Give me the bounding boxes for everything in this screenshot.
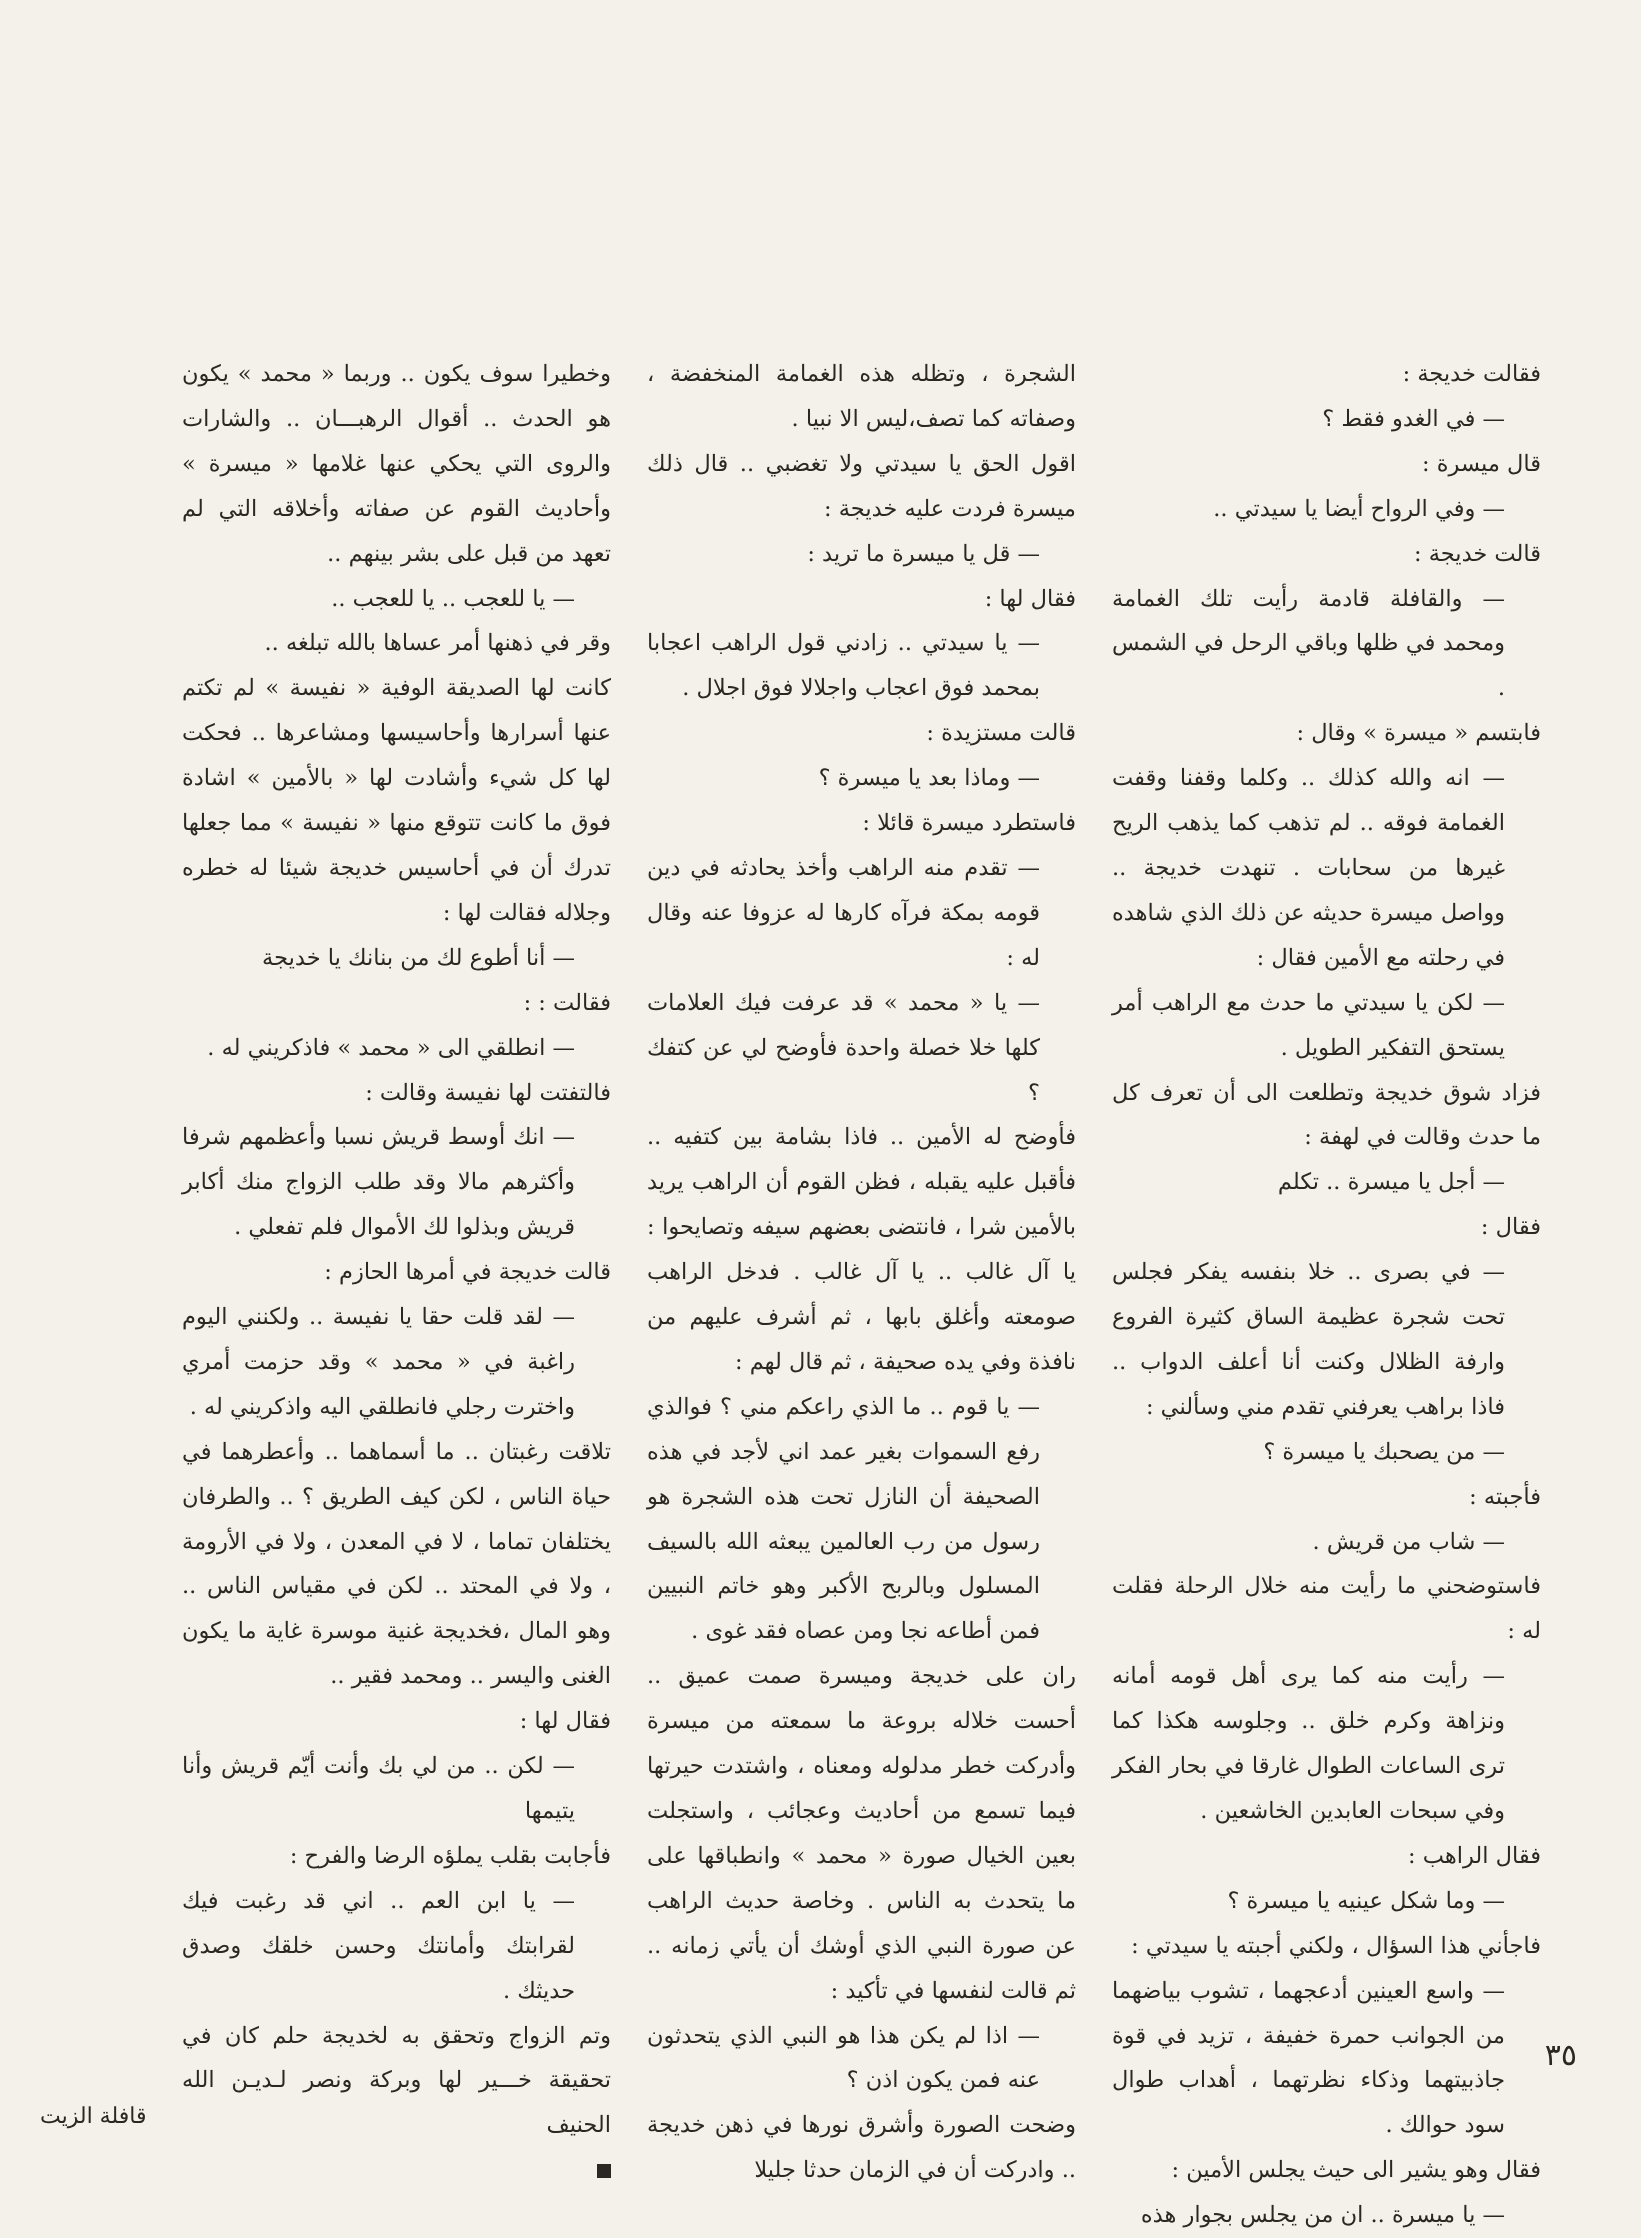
- paragraph: فاستوضحني ما رأيت منه خلال الرحلة فقلت له :: [1112, 1573, 1541, 1645]
- paragraph: فاستطرد ميسرة قائلا :: [862, 810, 1076, 837]
- paragraph: قالت خديجة في أمرها الحازم :: [324, 1259, 611, 1286]
- paragraph: — لكن .. من لي بك وأنت أيّم قريش وأنا يتيمها: [182, 1753, 575, 1824]
- paragraph: — في الغدو فقط ؟: [1322, 405, 1505, 432]
- paragraph: فقال وهو يشير الى حيث يجلس الأمين :: [1171, 2157, 1541, 2184]
- page-number: ٣٥: [1544, 2038, 1577, 2073]
- column-right: [1094, 352, 1559, 2229]
- paragraph: فقالت خديجة :: [1402, 361, 1541, 387]
- paragraph: — انه والله كذلك .. وكلما وقفنا وقفت الغمامة فوقه .. لم تذهب كما يذهب الريح غيرها من سحابات . تنهدت خديجة .. وواصل ميسرة حديثه عن ذلك الذي شاهده في رحلته مع الأمين فقال :: [1112, 765, 1505, 971]
- paragraph: — في بصرى .. خلا بنفسه يفكر فجلس تحت شجرة عظيمة الساق كثيرة الفروع وارفة الظلال وكنت أنا أعلف الدواب .. فاذا براهب يعرفني تقدم مني وسألني :: [1112, 1259, 1505, 1420]
- paragraph: — يا ابن العم .. اني قد رغبت فيك لقرابتك وأمانتك وحسن خلقك وصدق حديثك .: [182, 1887, 575, 2004]
- paragraph: تلاقت رغبتان .. ما أسماهما .. وأعطرهما في حياة الناس ، لكن كيف الطريق ؟ .. والطرفان يختلفان تماما ، لا في المعدن ، ولا في الأرومة ، ولا في المحتد .. لكن في مقياس الناس .. وهو المال ،فخديجة غنية موسرة غاية ما يكون الغنى واليسر .. ومحمد فقير ..: [182, 1438, 611, 1690]
- paragraph: قال ميسرة :: [1422, 450, 1541, 477]
- paragraph: كانت لها الصديقة الوفية « نفيسة » لم تكتم عنها أسرارها وأحاسيسها ومشاعرها .. فحكت لها كل شيء وأشادت لها « بالأمين » اشادة فوق ما كانت تتوقع منها « نفيسة » مما جعلها تدرك أن في أحاسيس خديجة شيئا له خطره وجلاله فقالت لها :: [182, 675, 611, 926]
- paragraph: ران على خديجة وميسرة صمت عميق .. أحست خلاله بروعة ما سمعته من ميسرة وأدركت خطر مدلوله ومعناه ، واشتدت حيرتها فيما تسمع من أحاديث وعجائب ، واستجلت بعين الخيال صورة « محمد » وانطباقها على ما يتحدث به الناس . وخاصة حديث الراهب عن صورة النبي الذي أوشك أن يأتي زمانه .. ثم قالت لنفسها في تأكيد :: [647, 1663, 1076, 2004]
- paragraph: فأوضح له الأمين .. فاذا بشامة بين كتفيه .. فأقبل عليه يقبله ، فظن القوم أن الراهب يريد بالأمين شرا ، فانتضى بعضهم سيفه وتصايحوا : يا آل غالب .. يا آل غالب . فدخل الراهب صومعته وأغلق بابها ، ثم أشرف عليهم من نافذة وفي يده صحيفة ، ثم قال لهم :: [647, 1124, 1076, 1375]
- paragraph: — يا ميسرة .. ان من يجلس بجوار هذه: [1140, 2202, 1505, 2229]
- paragraph: فقال لها :: [519, 1708, 611, 1735]
- paragraph: — أجل يا ميسرة .. تكلم: [1277, 1169, 1505, 1196]
- paragraph: — انك أوسط قريش نسبا وأعظمهم شرفا وأكثرهم مالا وقد طلب الزواج منك أكابر قريش وبذلوا لك الأموال فلم تفعلي .: [182, 1124, 575, 1241]
- paragraph: — وماذا بعد يا ميسرة ؟: [818, 765, 1040, 792]
- paragraph: — اذا لم يكن هذا هو النبي الذي يتحدثون عنه فمن يكون اذن ؟: [647, 2022, 1040, 2094]
- paragraph: — وفي الرواح أيضا يا سيدتي ..: [1213, 495, 1505, 522]
- paragraph: فقال الراهب :: [1408, 1842, 1541, 1869]
- paragraph: — يا للعجب .. يا للعجب ..: [331, 585, 575, 612]
- paragraph: — قل يا ميسرة ما تريد :: [807, 540, 1040, 567]
- paragraph: — لكن يا سيدتي ما حدث مع الراهب أمر يستحق التفكير الطويل .: [1112, 989, 1505, 1061]
- paragraph: اقول الحق يا سيدتي ولا تغضبي .. قال ذلك ميسرة فردت عليه خديجة :: [647, 450, 1076, 522]
- paragraph: فقال :: [1480, 1214, 1541, 1241]
- paragraph: — يا « محمد » قد عرفت فيك العلامات كلها خلا خصلة واحدة فأوضح لي عن كتفك ؟: [647, 989, 1040, 1106]
- column-middle: [629, 352, 1094, 2184]
- paragraph: فزاد شوق خديجة وتطلعت الى أن تعرف كل ما حدث وقالت في لهفة :: [1112, 1079, 1541, 1151]
- paragraph: وضحت الصورة وأشرق نورها في ذهن خديجة .. وادركت أن في الزمان حدثا جليلا: [647, 2112, 1076, 2184]
- paragraph: — يا سيدتي .. زادني قول الراهب اعجابا بمحمد فوق اعجاب واجلالا فوق اجلال .: [647, 630, 1040, 702]
- paragraph: فاجأني هذا السؤال ، ولكني أجبته يا سيدتي :: [1131, 1932, 1541, 1959]
- paragraph: فقال لها :: [984, 585, 1076, 612]
- paragraph: وتم الزواج وتحقق به لخديجة حلم كان في تحقيقة خـــير لها وبركة ونصر لـديـن الله الحنيف: [182, 2022, 611, 2139]
- end-of-article-mark: [597, 2164, 611, 2178]
- paragraph: قالت مستزيدة :: [926, 720, 1076, 747]
- paragraph: — واسع العينين أدعجهما ، تشوب بياضهما من الجوانب حمرة خفيفة ، تزيد في قوة جاذبيتهما وذكاء نظرتهما ، أهداب طوال سود حوالك .: [1112, 1977, 1505, 2139]
- paragraph: فقالت : :: [523, 989, 611, 1016]
- paragraph: — من يصحبك يا ميسرة ؟: [1263, 1438, 1505, 1465]
- paragraph: — تقدم منه الراهب وأخذ يحادثه في دين قومه بمكة فرآه كارها له عزوفا عنه وقال له :: [647, 854, 1040, 971]
- paragraph: — لقد قلت حقا يا نفيسة .. ولكنني اليوم راغبة في « محمد » وقد حزمت أمري واخترت رجلي فانطلقي اليه واذكريني له .: [182, 1304, 575, 1420]
- running-footer: قافلة الزيت: [40, 2104, 147, 2129]
- paragraph: فالتفتت لها نفيسة وقالت :: [365, 1079, 611, 1106]
- paragraph: فأجبته :: [1469, 1483, 1541, 1510]
- paragraph: فأجابت بقلب يملؤه الرضا والفرح :: [289, 1842, 611, 1869]
- paragraph: — وما شكل عينيه يا ميسرة ؟: [1227, 1887, 1505, 1914]
- paragraph: — أنا أطوع لك من بنانك يا خديجة: [262, 944, 575, 971]
- paragraph: قالت خديجة :: [1413, 540, 1541, 567]
- paragraph: الشجرة ، وتظله هذه الغمامة المنخفضة ، وصفاته كما تصف،ليس الا نبيا .: [647, 361, 1076, 432]
- paragraph: وخطيرا سوف يكون .. وربما « محمد » يكون هو الحدث .. أقوال الرهبـــان .. والشارات والروى التي يحكي عنها غلامها « ميسرة » وأحاديث القوم عن صفاته وأخلاقه التي لم تعهد من قبل على بشر بينهم ..: [182, 361, 611, 567]
- paragraph: — انطلقي الى « محمد » فاذكريني له .: [207, 1034, 575, 1061]
- paragraph: — شاب من قريش .: [1312, 1528, 1505, 1555]
- paragraph: — والقافلة قادمة رأيت تلك الغمامة ومحمد في ظلها وباقي الرحل في الشمس .: [1112, 585, 1505, 702]
- paragraph: — يا قوم .. ما الذي راعكم مني ؟ فوالذي رفع السموات بغير عمد اني لأجد في هذه الصحيفة أن النازل تحت هذه الشجرة هو رسول من رب العالمين يبعثه الله بالسيف المسلول وبالربح الأكبر وهو خاتم النبيين فمن أطاعه نجا ومن عصاه فقد غوى .: [647, 1393, 1040, 1645]
- column-left: [164, 352, 629, 2139]
- paragraph: وقر في ذهنها أمر عساها بالله تبلغه ..: [264, 630, 611, 657]
- paragraph: — رأيت منه كما يرى أهل قومه أمانه ونزاهة وكرم خلق .. وجلوسه هكذا كما ترى الساعات الطوال غارقا في بحار الفكر وفي سبحات العابدين الخاشعين .: [1112, 1663, 1505, 1824]
- paragraph: فابتسم « ميسرة » وقال :: [1296, 720, 1541, 747]
